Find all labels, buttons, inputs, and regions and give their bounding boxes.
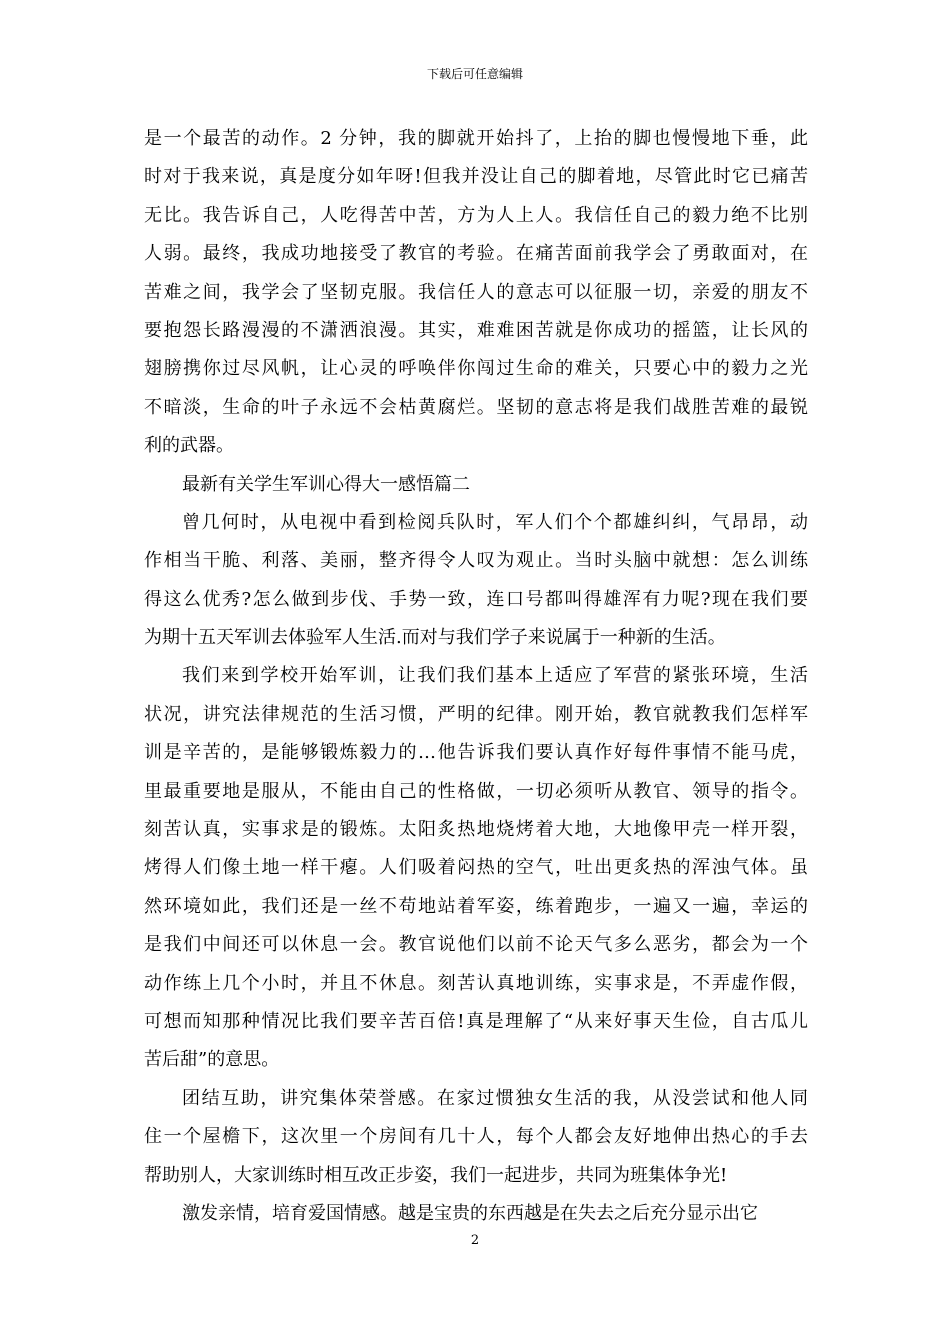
text-line: 团结互助，讲究集体荣誉感。在家过惯独女生活的我，从没尝试和他人同 — [182, 1087, 808, 1109]
text-line: 帮助别人，大家训练时相互改正步姿，我们一起进步，共同为班集体争光! — [144, 1164, 728, 1186]
paragraph — [144, 466, 808, 504]
paragraph — [144, 120, 808, 466]
text-line: 然环境如此，我们还是一丝不苟地站着军姿，练着跑步，一遍又一遍，幸运的 — [144, 895, 808, 917]
page-number: 2 — [470, 1233, 480, 1248]
text-line: 里最重要地是服从，不能由自己的性格做，一切必须听从教官、领导的指令。 — [144, 780, 808, 802]
text-line: 可想而知那种情况比我们要辛苦百倍!真是理解了“从来好事天生俭，自古瓜儿 — [144, 1010, 808, 1032]
text-line: 是我们中间还可以休息一会。教官说他们以前不论天气多么恶劣，都会为一个 — [144, 934, 808, 956]
text-line: 为期十五天军训去体验军人生活.而对与我们学子来说属于一种新的生活。 — [144, 627, 726, 649]
text-line: 是一个最苦的动作。2 分钟，我的脚就开始抖了，上抬的脚也慢慢地下垂，此 — [144, 128, 808, 149]
paragraph — [144, 504, 808, 658]
text-line: 时对于我来说，真是度分如年呀!但我并没让自己的脚着地，尽管此时它已痛苦 — [144, 166, 808, 188]
text-line: 住一个屋檐下，这次里一个房间有几十人，每个人都会友好地伸出热心的手去 — [144, 1126, 808, 1148]
text-line: 我们来到学校开始军训，让我们我们基本上适应了军营的紧张环境，生活 — [182, 665, 808, 687]
text-line: 训是辛苦的，是能够锻炼毅力的…他告诉我们要认真作好每件事情不能马虎， — [144, 742, 808, 764]
text-line: 刻苦认真，实事求是的锻炼。太阳炙热地烧烤着大地，大地像甲壳一样开裂， — [144, 819, 808, 841]
paragraph — [144, 1080, 808, 1195]
text-line: 烤得人们像土地一样干瘪。人们吸着闷热的空气，吐出更炙热的浑浊气体。虽 — [144, 857, 808, 879]
text-line: 无比。我告诉自己，人吃得苦中苦，方为人上人。我信任自己的毅力绝不比别 — [144, 204, 808, 226]
text-line: 要抱怨长路漫漫的不潇洒浪漫。其实，难难困苦就是你成功的摇篮，让长风的 — [144, 319, 808, 341]
text-line: 利的武器。 — [144, 435, 234, 457]
text-line: 苦后甜”的意思。 — [144, 1049, 280, 1071]
text-line: 不暗淡，生命的叶子永远不会枯黄腐烂。坚韧的意志将是我们战胜苦难的最锐 — [144, 396, 808, 418]
paragraph — [144, 657, 808, 1079]
text-line: 状况，讲究法律规范的生活习惯，严明的纪律。刚开始，教官就教我们怎样军 — [144, 703, 808, 725]
text-line: 人弱。最终，我成功地接受了教官的考验。在痛苦面前我学会了勇敢面对，在 — [144, 243, 808, 265]
text-line: 苦难之间，我学会了坚韧克服。我信任人的意志可以征服一切，亲爱的朋友不 — [144, 281, 808, 303]
text-line: 曾几何时，从电视中看到检阅兵队时，军人们个个都雄纠纠，气昂昂，动 — [182, 511, 808, 533]
text-line: 激发亲情，培育爱国情感。越是宝贵的东西越是在失去之后充分显示出它 — [182, 1202, 758, 1224]
text-line: 最新有关学生军训心得大一感悟篇二 — [182, 473, 470, 495]
text-line: 得这么优秀?怎么做到步伐、手势一致，连口号都叫得雄浑有力呢?现在我们要 — [144, 588, 808, 610]
page-header: 下载后可任意编辑 — [426, 67, 523, 81]
text-line: 作相当干脆、利落、美丽，整齐得令人叹为观止。当时头脑中就想：怎么训练 — [144, 550, 808, 572]
text-line: 动作练上几个小时，并且不休息。刻苦认真地训练，实事求是，不弄虚作假， — [144, 972, 808, 994]
text-line: 翅膀携你过尽风帆，让心灵的呼唤伴你闯过生命的难关，只要心中的毅力之光 — [144, 358, 808, 380]
document-body — [144, 120, 808, 1233]
paragraph — [144, 1195, 808, 1233]
